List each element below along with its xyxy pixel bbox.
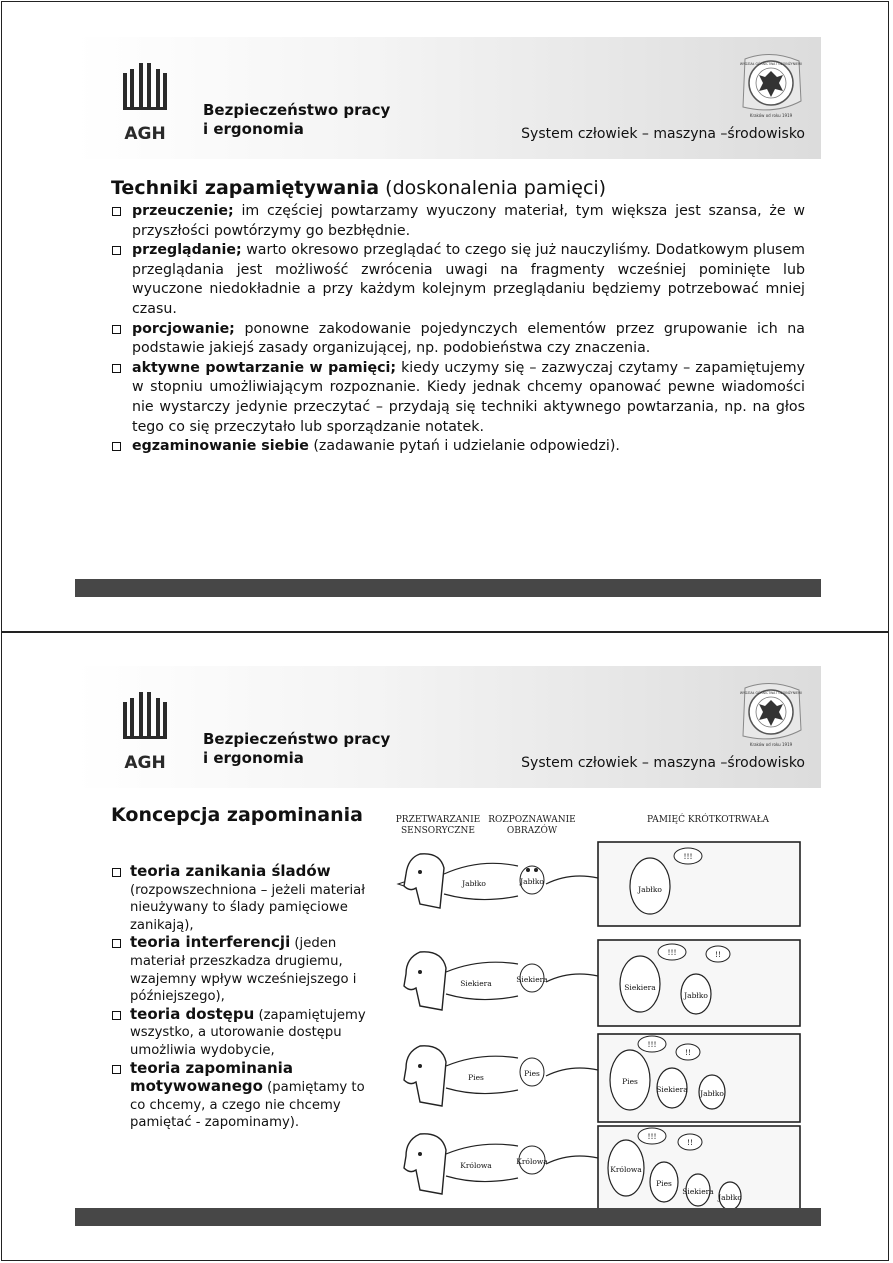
- topic-title: System człowiek – maszyna –środowisko: [521, 755, 805, 771]
- illustration-row-2: [404, 940, 800, 1026]
- logo-text: AGH: [124, 124, 166, 143]
- bullet-text: (pamiętamy to co chcemy, a czego nie chcemy pamiętać - zapominamy).: [130, 1080, 365, 1131]
- creature-label: Królowa: [516, 1157, 548, 1166]
- list-item: [111, 437, 805, 457]
- course-title-line1: Bezpieczeństwo pracy: [203, 101, 391, 119]
- bullet-list: [111, 863, 373, 1132]
- bullet-term: teoria zanikania śladów: [130, 862, 331, 880]
- illustration-row-3: [404, 1034, 800, 1122]
- list-item: [111, 202, 805, 241]
- exclaim-bubble: !!!: [667, 948, 677, 957]
- title-rest: (doskonalenia pamięci): [379, 177, 607, 199]
- exclaim-bubble: !!: [684, 1048, 692, 1057]
- creature-label: Siekiera: [682, 1187, 714, 1196]
- course-title: [203, 730, 390, 768]
- checkbox-bullet-icon: [112, 1065, 121, 1074]
- list-item: [111, 934, 373, 1005]
- emblem-ring-text: WYDZIAŁ GÓRNICTWA I GEOINŻYNIERII: [739, 691, 803, 695]
- checkbox-bullet-icon: [112, 364, 121, 373]
- faculty-emblem-icon: [735, 680, 807, 752]
- exclaim-bubble: !!!: [647, 1132, 657, 1141]
- emblem-caption: Kraków od roku 1919: [749, 742, 793, 747]
- bullet-term: porcjowanie;: [132, 320, 235, 337]
- exclaim-bubble: !!!: [647, 1040, 657, 1049]
- creature-label: Pies: [656, 1179, 672, 1188]
- bullet-term: przeglądanie;: [132, 242, 242, 259]
- creature-label: Królowa: [610, 1165, 642, 1174]
- emblem-caption: Kraków od roku 1919: [749, 113, 793, 118]
- slide-header: [75, 666, 821, 788]
- face-icon: [404, 854, 444, 908]
- creature-label: Siekiera: [516, 975, 548, 984]
- checkbox-bullet-icon: [112, 325, 121, 334]
- caption-recognition-line1: ROZPOZNAWANIE: [488, 815, 576, 825]
- bullet-text: (zapamiętujemy wszystko, a utorowanie dostępu umożliwia wydobycie,: [130, 1007, 366, 1058]
- bullet-text: (rozpowszechniona – jeżeli materiał nieużywany to ślady pamięciowe zanikają),: [130, 882, 365, 933]
- checkbox-bullet-icon: [112, 868, 121, 877]
- checkbox-bullet-icon: [112, 246, 121, 255]
- course-title-line2: i ergonomia: [203, 120, 304, 138]
- row-word: Pies: [468, 1073, 484, 1082]
- illustration-row-4: [404, 1126, 800, 1216]
- creature-label: Jabłko: [520, 877, 544, 886]
- bullet-term: teoria zapominania motywowanego: [130, 1058, 293, 1096]
- course-title-line1: Bezpieczeństwo pracy: [203, 730, 391, 748]
- slide-page-1: [1, 1, 889, 632]
- caption-sensory-line2: SENSORYCZNE: [400, 826, 476, 836]
- face-icon: [404, 1134, 446, 1194]
- checkbox-bullet-icon: [112, 207, 121, 216]
- creature-label: Jabłko: [638, 885, 662, 894]
- agh-logo-icon: [119, 63, 171, 143]
- row-word: Jabłko: [462, 879, 486, 888]
- bullet-text: (jeden materiał przeszkadza drugiemu, wzajemny wpływ wcześniejszego i późniejszego),: [130, 936, 357, 1005]
- footer-bar: [75, 1208, 821, 1226]
- bullet-term: teoria dostępu: [130, 1004, 255, 1023]
- bullet-term: aktywne powtarzanie w pamięci;: [132, 359, 397, 376]
- slide-header: [75, 37, 821, 159]
- bullet-text: im częściej powtarzamy wyuczony materiał, tym większa jest szansa, że w przyszłości powtórzymy go bezbłędnie.: [132, 203, 805, 239]
- bullet-term: przeuczenie;: [132, 203, 234, 219]
- list-item: [111, 241, 805, 319]
- logo-text: AGH: [124, 753, 166, 772]
- creature-label: Pies: [524, 1069, 540, 1078]
- bullet-text: (zadawanie pytań i udzielanie odpowiedzi).: [308, 438, 620, 455]
- list-item: [111, 1006, 373, 1060]
- creature-label: Pies: [622, 1077, 638, 1086]
- checkbox-bullet-icon: [112, 1011, 121, 1020]
- caption-short-term-memory: PAMIĘĆ KRÓTKOTRWAŁA: [647, 815, 769, 825]
- faculty-emblem-icon: [735, 51, 807, 123]
- creature-label: Siekiera: [656, 1085, 688, 1094]
- slide-title: [111, 177, 606, 199]
- slide-title: Koncepcja zapominania: [111, 804, 363, 826]
- exclaim-bubble: !!: [686, 1138, 694, 1147]
- title-bold: Techniki zapamiętywania: [111, 177, 380, 199]
- illustration-row-1: [398, 842, 800, 926]
- emblem-ring-text: WYDZIAŁ GÓRNICTWA I GEOINŻYNIERII: [739, 62, 803, 66]
- list-item: [111, 359, 805, 437]
- creature-label: Jabłko: [684, 991, 708, 1000]
- bullet-text: kiedy uczymy się – zazwyczaj czytamy – zapamiętujemy w stopniu umożliwiającym rozpoznanie. Kiedy jednak chcemy opanować pewne wiadomości nie wystarczy jedynie przeczytać – przydają się techniki aktywnego powtarzania, np. na głos tego co się przeczytało lub sporządzanie notatek.: [132, 359, 805, 435]
- face-icon: [404, 952, 446, 1010]
- face-icon: [404, 1046, 446, 1106]
- footer-bar: [75, 579, 821, 597]
- bullet-term: egzaminowanie siebie: [132, 438, 309, 455]
- row-word: Siekiera: [460, 979, 492, 988]
- bullet-text: warto okresowo przeglądać to czego się już nauczyliśmy. Dodatkowym plusem przeglądania jest możliwość zwrócenia uwagi na fragmenty wcześniej pominięte lub wyuczone niedokładnie a przy każdym kolejnym przeglądaniu będziemy potrzebować mniej czasu.: [132, 242, 805, 317]
- list-item: [111, 1060, 373, 1132]
- caption-sensory-line1: PRZETWARZANIE: [395, 815, 481, 825]
- slide-1: [75, 37, 821, 602]
- list-item: [111, 320, 805, 359]
- exclaim-bubble: !!!: [683, 852, 693, 861]
- row-word: Królowa: [460, 1161, 492, 1170]
- slide-page-2: [1, 632, 889, 1261]
- course-title: [203, 101, 390, 139]
- caption-recognition-line2: OBRAZÓW: [506, 826, 558, 836]
- creature-label: Jabłko: [718, 1193, 742, 1202]
- course-title-line2: i ergonomia: [203, 749, 304, 767]
- creature-label: Siekiera: [624, 983, 656, 992]
- memory-model-illustration: [390, 812, 805, 1220]
- bullet-text: ponowne zakodowanie pojedynczych elementów przez grupowanie ich na podstawie jakiejś zasady organizującej, np. podobieństwa czy znaczenia.: [132, 320, 805, 357]
- checkbox-bullet-icon: [112, 442, 121, 451]
- bullet-term: teoria interferencji: [130, 933, 291, 952]
- agh-logo-icon: [119, 692, 171, 772]
- slide-2: [75, 666, 821, 1229]
- list-item: [111, 863, 373, 934]
- bullet-list: [111, 202, 805, 457]
- exclaim-bubble: !!: [714, 950, 722, 959]
- creature-label: Jabłko: [700, 1089, 724, 1098]
- checkbox-bullet-icon: [112, 939, 121, 948]
- topic-title: System człowiek – maszyna –środowisko: [521, 126, 805, 142]
